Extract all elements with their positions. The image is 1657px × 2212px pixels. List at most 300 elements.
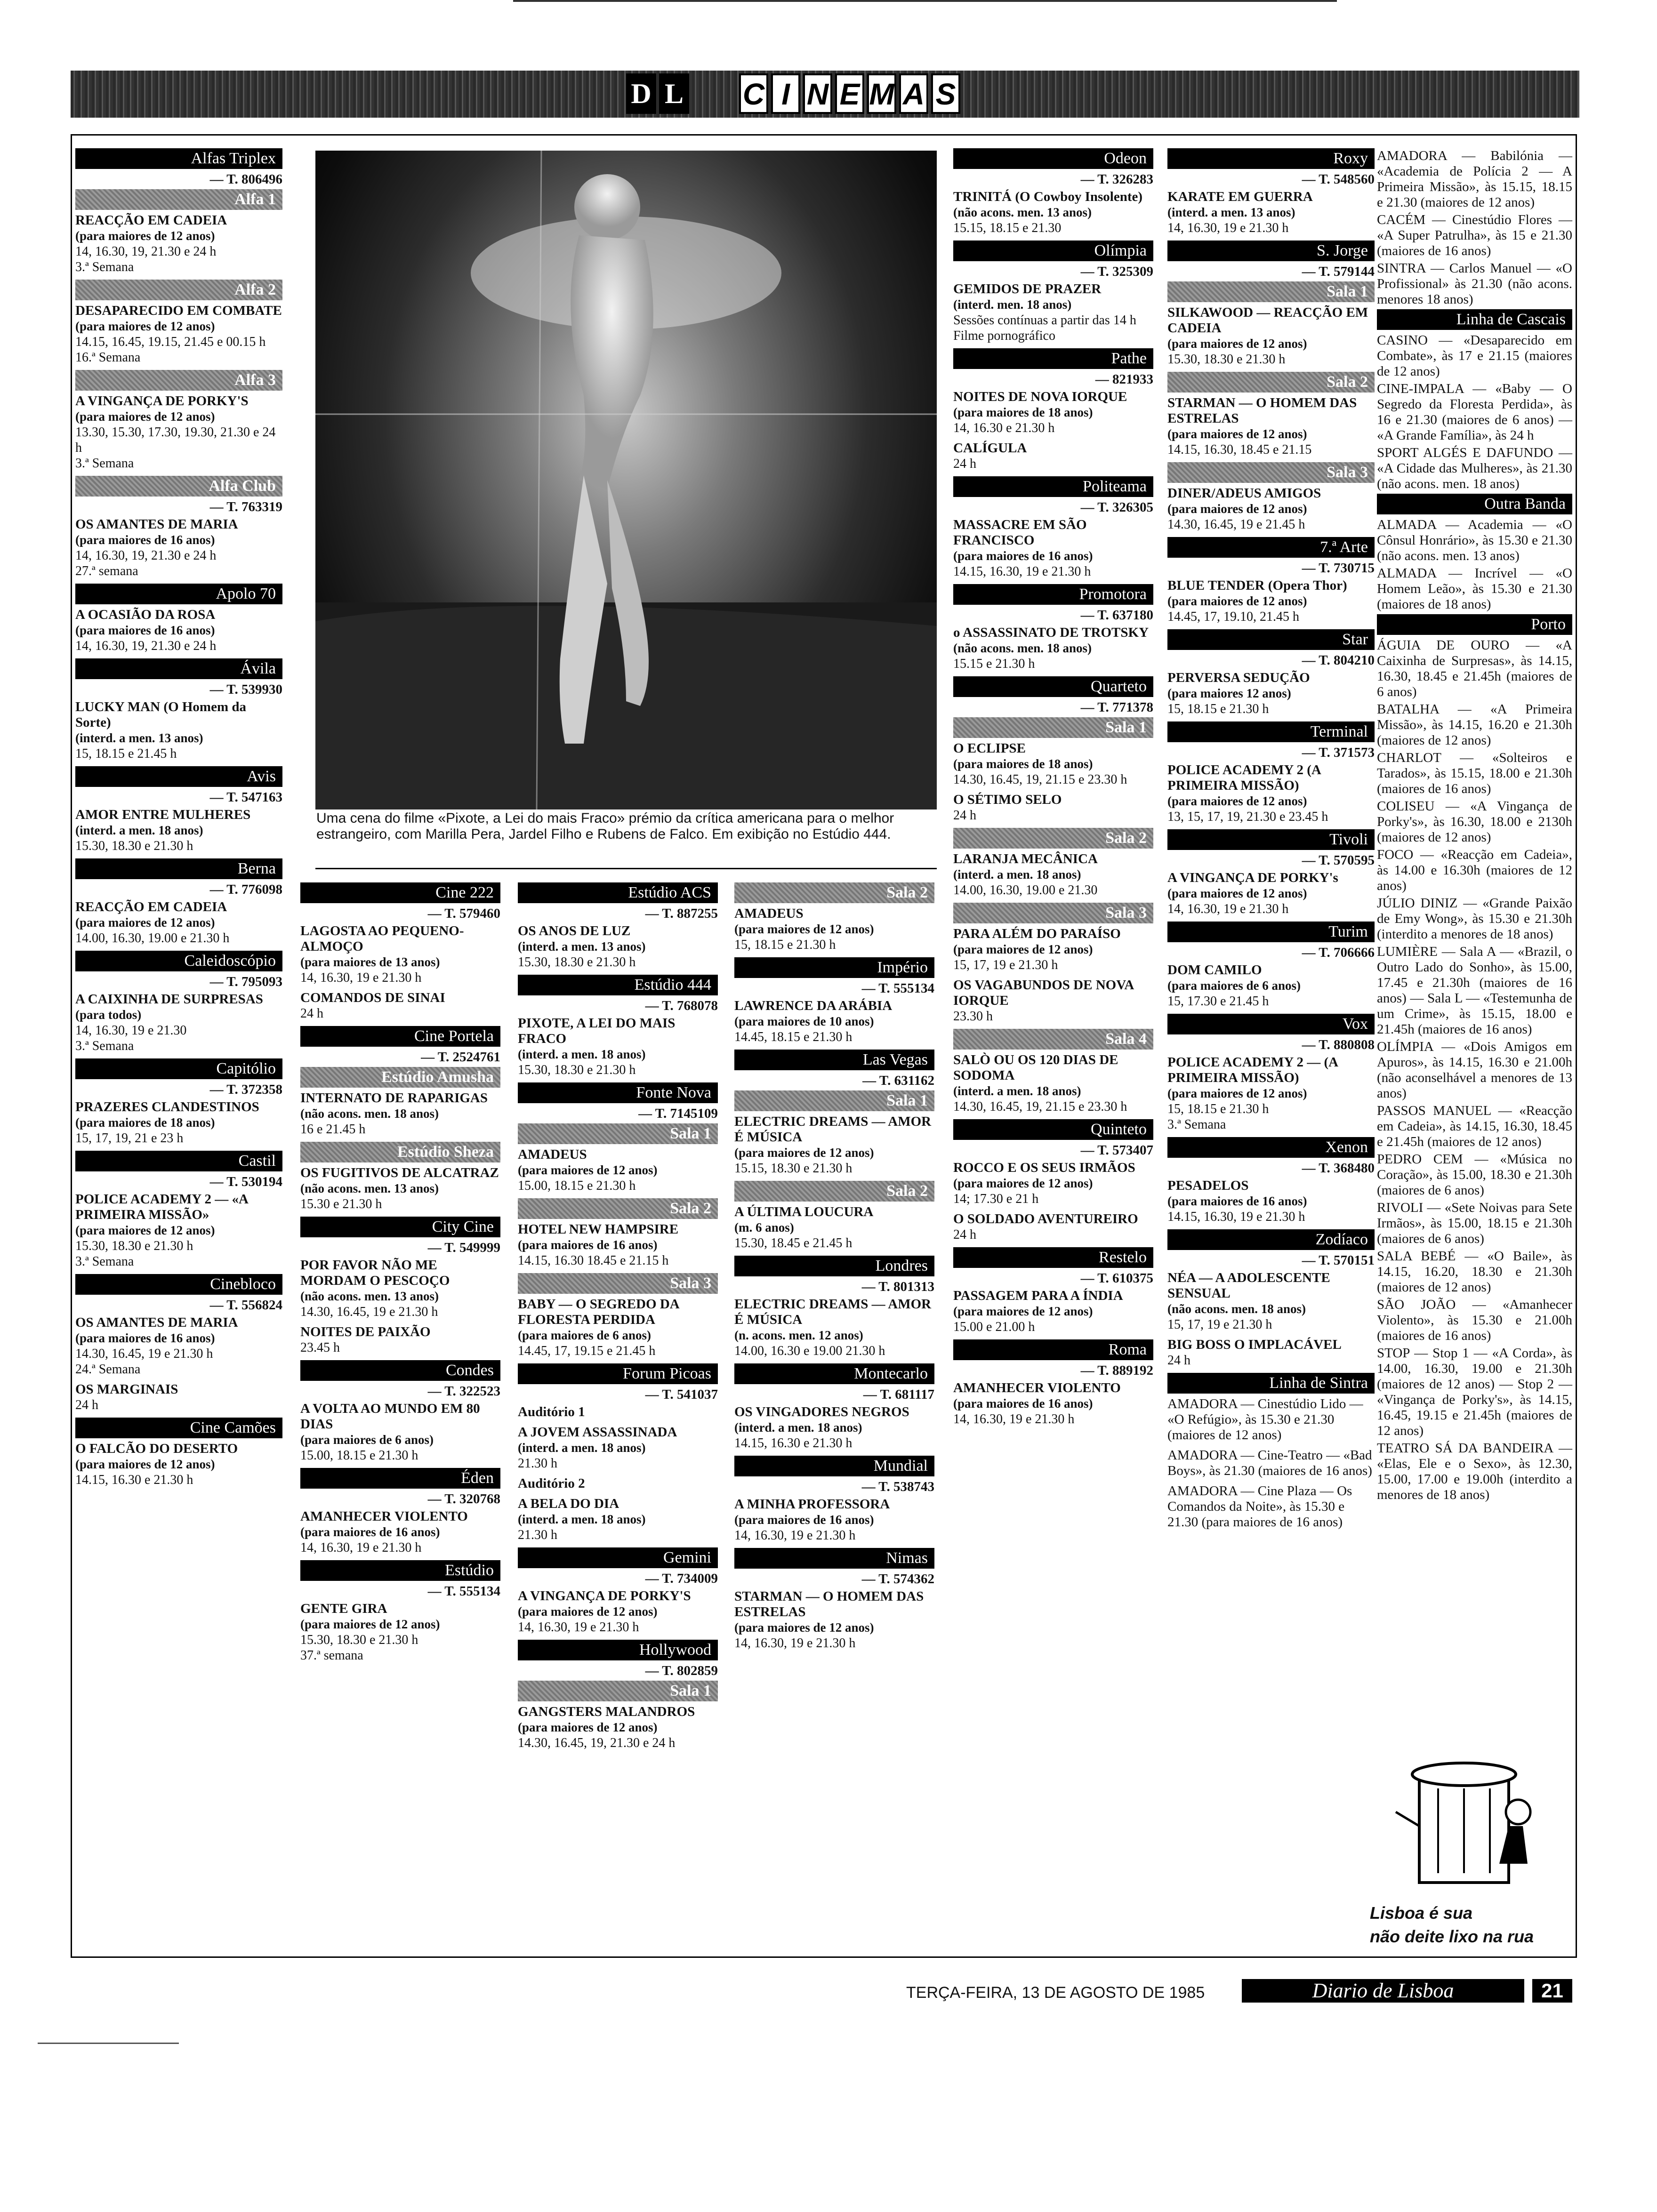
film-listing [75,899,282,946]
cinema-bar: City Cine [300,1217,500,1237]
film-times: 15, 18.15 e 21.30 h [1167,1102,1269,1116]
film-listing [75,807,282,854]
film-times: 15, 18.15 e 21.30 h [734,938,836,952]
film-rating: (para maiores de 12 anos) [1167,594,1307,608]
film-listing [518,1297,718,1359]
film-rating: (não acons. men. 13 anos) [953,205,1092,219]
region-bar-cascais: Linha de Cascais [1377,309,1572,330]
cinema-bar: Sala 2 [953,828,1153,849]
film-title: Auditório 2 [518,1476,585,1491]
ad-slogan-line-2: não deite lixo na rua [1370,1927,1534,1946]
cinema-phone: — T. 880808 [1302,1037,1375,1052]
film-rating: (para maiores de 16 anos) [300,1525,440,1539]
film-title: PERVERSA SEDUÇÃO [1167,670,1310,685]
cinema-bar: Sala 2 [1167,372,1375,393]
film-title: O SÉTIMO SELO [953,792,1062,807]
film-times: 15.30, 18.45 e 21.45 h [734,1236,853,1250]
film-listing [300,1509,500,1555]
film-rating: (interd. a men. 18 anos) [734,1420,862,1435]
cinema-phone: — T. 734009 [645,1571,718,1586]
regional-listing: LUMIÈRE — Sala A — «Brazil, o Outro Lado do Sonho», às 15.00, 17.45 e 21.30h (maiores de 16 anos) — Sala L — «Testemunha de um Crime», às 15.15, 18.00 e 21.45h (maiores de 16 anos) [1377,944,1572,1037]
film-week: 16.ª Semana [75,350,141,365]
film-title: LAWRENCE DA ARÁBIA [734,998,893,1013]
cinema-bar: 7.ª Arte [1167,537,1375,558]
film-rating: (interd. a men. 13 anos) [75,731,203,745]
film-times: 16 e 21.45 h [300,1122,366,1137]
film-listing [953,1211,1153,1242]
cinema-bar: Berna [75,858,282,879]
regional-listing: AMADORA — Cine-Teatro — «Bad Boys», às 21.30 (maiores de 16 anos) [1167,1448,1372,1478]
cinema-bar: Império [734,957,934,978]
cinema-phone: — T. 804210 [1302,653,1375,668]
film-title: INTERNATO DE RAPARIGAS [300,1090,488,1106]
film-rating: (para maiores de 12 anos) [734,922,874,936]
film-times: 14, 16.30, 19, 21.30 e 24 h [75,548,217,563]
film-title: OS AMANTES DE MARIA [75,517,238,532]
film-title: PASSAGEM PARA A ÍNDIA [953,1288,1123,1303]
footer-date: TERÇA-FEIRA, 13 DE AGOSTO DE 1985 [906,1984,1205,2002]
film-times: 15, 18.15 e 21.30 h [1167,702,1269,716]
film-listing [953,851,1153,898]
film-listing [75,1441,282,1488]
film-week: 37.ª semana [300,1648,363,1663]
cinema-phone: — T. 801313 [861,1279,934,1294]
film-times: 14, 16.30, 19, 21.30 e 24 h [75,639,217,653]
film-listing [75,303,282,365]
film-listing [300,1401,500,1463]
cinema-bar: Xenon [1167,1137,1375,1158]
cinema-phone: — T. 325309 [1080,264,1153,279]
film-times: 24 h [1167,1353,1190,1368]
film-listing [1167,189,1375,236]
cinema-phone: — T. 768078 [645,998,718,1013]
film-week: Filme pornográfico [953,329,1055,343]
cinema-phone: — T. 530194 [209,1174,282,1189]
film-rating: (para maiores de 12 anos) [75,915,215,930]
film-title: o ASSASSINATO DE TROTSKY [953,625,1149,640]
cinema-phone: — T. 574362 [861,1571,934,1587]
film-listing [953,189,1153,236]
film-listing [734,1114,934,1176]
film-listing [518,1588,718,1635]
film-title: A VINGANÇA DE PORKY'S [75,393,249,409]
film-listing [75,607,282,654]
cinema-bar: Alfa 3 [75,370,282,391]
cinema-bar: Nimas [734,1548,934,1569]
cinema-bar: Apolo 70 [75,584,282,604]
film-times: 15.00 e 21.00 h [953,1320,1035,1334]
cinema-bar: Alfa Club [75,476,282,497]
regional-listing: TEATRO SÁ DA BANDEIRA — «Elas, Ele e o Sexo», às 12.30, 15.00, 17.00 e 19.00h (interdito a menores de 18 anos) [1377,1441,1572,1502]
regional-listing: PEDRO CEM — «Música no Coração», às 15.00, 18.30 e 21.30h (maiores de 6 anos) [1377,1152,1572,1198]
film-listing [75,517,282,579]
film-times: 14.45, 18.15 e 21.30 h [734,1030,853,1044]
film-title: REACÇÃO EM CADEIA [75,213,227,228]
film-times: 15.15, 18.15 e 21.30 [953,221,1062,235]
film-rating: (para maiores de 12 anos) [518,1720,658,1734]
title-letter: E [835,73,864,114]
film-rating: (para maiores de 16 anos) [953,1396,1093,1411]
film-listing [1167,762,1375,825]
film-listing [1167,305,1375,367]
cinema-phone: — T. 771378 [1080,700,1153,715]
film-rating: (para maiores de 12 anos) [518,1604,658,1619]
figure-silhouette-icon [315,151,937,809]
logo-letter: D [626,73,656,114]
film-title: ELECTRIC DREAMS — AMOR É MÚSICA [734,1297,932,1327]
film-times: 23.30 h [953,1009,993,1024]
film-listing [300,923,500,986]
film-title: HOTEL NEW HAMPSIRE [518,1222,679,1237]
film-listing [75,699,282,761]
film-listing [300,1258,500,1320]
film-listing [300,1090,500,1137]
film-times: 14.00, 16.30, 19.00 e 21.30 h [75,931,230,946]
film-listing [75,1192,282,1269]
film-title: MASSACRE EM SÃO FRANCISCO [953,517,1087,548]
film-title: OS FUGITIVOS DE ALCATRAZ [300,1165,499,1180]
cinema-bar: Promotora [953,584,1153,605]
regional-listing: ALMADA — Incrível — «O Homem Leão», às 15.30 e 21.30 (maiores de 18 anos) [1377,566,1572,612]
film-rating: (para maiores de 12 anos) [75,229,215,243]
film-times: 14, 16.30, 19 e 21.30 h [953,1412,1075,1427]
film-times: 15.30, 18.30 e 21.30 h [75,1239,193,1253]
regional-listing: FOCO — «Reacção em Cadeia», às 14.00 e 16.30h (maiores de 12 anos) [1377,847,1572,893]
film-listing [1167,962,1375,1009]
film-rating: (para maiores de 12 anos) [734,1146,874,1160]
cinema-bar: Estúdio 444 [518,975,718,995]
listing-column-7 [1377,148,1572,1505]
listing-column-4 [734,882,934,1656]
film-times: Sessões contínuas a partir das 14 h [953,313,1136,328]
film-title: BIG BOSS O IMPLACÁVEL [1167,1337,1342,1352]
film-listing [953,741,1153,787]
cinema-phone: — T. 372358 [209,1082,282,1097]
cinema-phone: — T. 570595 [1302,853,1375,868]
film-title: A BELA DO DIA [518,1496,619,1511]
cinema-phone: — T. 802859 [645,1663,718,1678]
cinema-bar: Avis [75,766,282,787]
film-rating: (para maiores de 18 anos) [953,405,1093,419]
cinema-phone: — T. 763319 [209,499,282,514]
film-rating: (para maiores de 12 anos) [300,1617,440,1631]
film-listing [734,1497,934,1543]
film-title: PARA ALÉM DO PARAÍSO [953,926,1121,941]
film-times: 14, 16.30, 19 e 21.30 h [518,1620,639,1635]
film-listing [1167,578,1375,625]
photo-caption: Uma cena do filme «Pixote, a Lei do mais Fraco» prémio da crítica americana para o melhor estrangeiro, com Marilla Pera, Jardel Filho e Rubens de Falco. Em exibição no Estúdio 444. [316,810,894,842]
cinema-phone: — T. 631162 [862,1073,934,1088]
cinema-bar: Vox [1167,1014,1375,1034]
film-rating: (para maiores de 16 anos) [75,533,215,547]
cinema-bar: Caleidoscópio [75,951,282,971]
film-listing [734,998,934,1045]
regional-listing: AMADORA — Cinestúdio Lido — «O Refúgio», às 15.30 e 21.30 (maiores de 12 anos) [1167,1396,1363,1443]
film-title: POLICE ACADEMY 2 (A PRIMEIRA MISSÃO) [1167,762,1321,793]
film-rating: (para maiores de 18 anos) [953,757,1093,771]
cinema-phone: — T. 573407 [1080,1143,1153,1158]
regional-listing: CASINO — «Desaparecido em Combate», às 17 e 21.15 (maiores de 12 anos) [1377,333,1572,379]
cinema-bar: Montecarlo [734,1363,934,1384]
film-times: 15, 17.30 e 21.45 h [1167,994,1269,1009]
film-listing [518,1476,718,1491]
cinema-phone: — T. 538743 [861,1479,934,1494]
cinema-bar: Alfa 1 [75,189,282,210]
film-title: LAGOSTA AO PEQUENO-ALMOÇO [300,923,464,954]
cinema-phone: — T. 730715 [1302,561,1375,576]
film-rating: (para maiores de 10 anos) [734,1014,874,1028]
film-listing [953,625,1153,672]
cinema-phone: — T. 579144 [1302,264,1375,279]
film-rating: (interd. a men. 18 anos) [518,1441,646,1455]
cinema-phone: — T. 320768 [427,1491,500,1507]
film-listing [75,213,282,275]
film-rating: (não acons. men. 18 anos) [953,641,1092,655]
region-bar-outra-banda: Outra Banda [1377,494,1572,514]
film-title: DINER/ADEUS AMIGOS [1167,486,1321,501]
cinema-bar: Éden [300,1468,500,1489]
regional-listing: AMADORA — Cine Plaza — Os Comandos da Noite», às 15.30 e 21.30 (para maiores de 16 anos) [1167,1483,1352,1530]
film-listing [953,517,1153,579]
cinema-phone: — T. 549999 [427,1240,500,1255]
cinema-bar: Sala 3 [518,1273,718,1294]
film-title: PRAZERES CLANDESTINOS [75,1099,259,1114]
film-listing [518,1425,718,1471]
film-rating: (interd. a men. 18 anos) [75,823,203,837]
film-listing [518,1404,718,1420]
cinema-bar: Roma [953,1339,1153,1360]
film-rating: (para maiores de 12 anos) [75,1457,215,1471]
film-title: NOITES DE NOVA IORQUE [953,389,1127,404]
trash-bin-icon [1367,1755,1570,1897]
cinema-phone: — T. 806496 [209,172,282,187]
film-rating: (para maiores de 12 anos) [734,1620,874,1635]
region-bar-porto: Porto [1377,614,1572,635]
film-title: O ECLIPSE [953,741,1026,756]
film-title: A JOVEM ASSASSINADA [518,1425,677,1440]
film-title: AMADEUS [518,1147,587,1162]
dl-logo [626,73,689,114]
film-times: 15.30, 18.30 e 21.30 h [75,839,193,853]
film-rating: (interd. a men. 18 anos) [518,1047,646,1061]
film-listing [75,992,282,1054]
film-rating: (para maiores de 12 anos) [1167,337,1307,351]
regional-listings-porto [1377,638,1572,1503]
cinema-phone: — T. 555134 [427,1584,500,1599]
film-times: 14, 16.30, 19 e 21.30 h [300,970,422,985]
film-title: NÉA — A ADOLESCENTE SENSUAL [1167,1270,1330,1301]
film-rating: (n. acons. men. 12 anos) [734,1328,863,1342]
top-rule [513,0,1337,2]
film-rating: (m. 6 anos) [734,1220,794,1234]
title-letter: N [803,73,832,114]
film-times: 23.45 h [300,1340,340,1355]
cinema-bar: Sala 2 [734,882,934,903]
film-rating: (para maiores de 12 anos) [1167,427,1307,441]
film-times: 14.15, 16.30, 19 e 21.30 h [953,564,1091,579]
film-rating: (para maiores de 12 anos) [1167,502,1307,516]
cinema-phone: — T. 610375 [1080,1271,1153,1286]
film-title: REACÇÃO EM CADEIA [75,899,227,914]
film-title: PIXOTE, A LEI DO MAIS FRACO [518,1016,676,1046]
film-times: 14.30, 16.45, 19 e 21.30 h [300,1305,438,1319]
film-title: A CAIXINHA DE SURPRESAS [75,992,263,1007]
cinema-bar: Terminal [1167,721,1375,742]
film-listing [1167,1337,1375,1368]
film-title: A MINHA PROFESSORA [734,1497,890,1512]
film-title: CALÍGULA [953,441,1027,456]
cinema-bar: Sala 4 [953,1029,1153,1050]
film-title: BLUE TENDER (Opera Thor) [1167,578,1347,593]
film-times: 15.00, 18.15 e 21.30 h [300,1448,418,1463]
cinema-bar: Sala 3 [1167,462,1375,483]
film-title: NOITES DE PAIXÃO [300,1324,431,1339]
film-rating: (para maiores de 16 anos) [734,1513,874,1527]
cinema-phone: — T. 889192 [1080,1363,1153,1378]
film-rating: (para maiores de 12 anos) [75,409,215,424]
film-listing [300,1165,500,1212]
cinema-bar: Zodíaco [1167,1229,1375,1250]
film-listing [518,1016,718,1078]
cinema-bar: Star [1167,629,1375,650]
film-times: 24 h [75,1398,98,1412]
film-rating: (interd. a men. 18 anos) [518,1512,646,1526]
film-listing [953,792,1153,823]
logo-letter: L [659,73,689,114]
film-times: 14.30, 16.45, 19, 21.15 e 23.30 h [953,1099,1127,1114]
cinema-bar: Quinteto [953,1119,1153,1140]
film-listing [953,1288,1153,1335]
film-rating: (para maiores de 16 anos) [75,1331,215,1345]
cinema-bar: Sala 2 [734,1181,934,1202]
film-times: 14, 16.30, 19 e 21.30 h [1167,902,1289,916]
cinema-bar: Pathe [953,348,1153,369]
film-rating: (para maiores de 12 anos) [953,1304,1093,1318]
film-listing [300,1324,500,1355]
cinema-bar: Sala 1 [1167,281,1375,302]
cinema-bar: Sala 1 [518,1681,718,1701]
film-listing [1167,395,1375,457]
film-listing [1167,486,1375,532]
film-times: 13, 15, 17, 19, 21.30 e 23.45 h [1167,809,1328,824]
cinema-phone: — T. 547163 [209,790,282,805]
cinema-phone: — T. 2524761 [421,1050,500,1065]
film-listing [1167,870,1375,917]
film-rating: (interd. men. 18 anos) [953,297,1072,312]
cinema-bar: Estúdio [300,1560,500,1581]
film-listing [953,1052,1153,1114]
regional-listing: ALMADA — Academia — «O Cônsul Honrário», às 15.30 e 21.30 (não acons. men. 13 anos) [1377,517,1572,563]
cinema-bar: Forum Picoas [518,1363,718,1384]
cinema-phone: — T. 326305 [1080,500,1153,515]
cinema-phone: — T. 776098 [209,882,282,897]
film-times: 15.00, 18.15 e 21.30 h [518,1178,636,1193]
film-week: 3.ª Semana [1167,1117,1226,1132]
cinema-bar: Alfa 2 [75,280,282,300]
film-title: STARMAN — O HOMEM DAS ESTRELAS [1167,395,1357,426]
film-listing [734,1297,934,1359]
film-rating: (não acons. men. 18 anos) [1167,1302,1306,1316]
cinema-phone: — T. 322523 [427,1384,500,1399]
film-title: LARANJA MECÂNICA [953,851,1098,866]
title-letter: A [899,73,928,114]
film-title: GENTE GIRA [300,1601,387,1616]
film-listing [518,1222,718,1268]
cinema-bar: Hollywood [518,1640,718,1660]
film-times: 14, 16.30, 19 e 21.30 [75,1023,187,1038]
film-listing [300,1601,500,1663]
film-title: OS MARGINAIS [75,1382,178,1397]
listing-column-6 [1167,148,1375,1535]
film-rating: (para maiores de 16 anos) [518,1238,658,1252]
regional-listing: SINTRA — Carlos Manuel — «O Profissional» às 21.30 (não acons. menores 18 anos) [1377,261,1572,307]
listing-column-3 [518,882,718,1755]
film-title: ELECTRIC DREAMS — AMOR É MÚSICA [734,1114,932,1145]
film-times: 14; 17.30 e 21 h [953,1192,1039,1206]
film-times: 14.30, 16.45, 19, 21.15 e 23.30 h [953,772,1127,787]
cinema-bar: Cine Camões [75,1418,282,1438]
film-title: AMADEUS [734,906,804,921]
film-times: 13.30, 15.30, 17.30, 19.30, 21.30 e 24 h [75,425,276,455]
film-times: 15.30 e 21.30 h [300,1197,382,1211]
film-times: 15, 17, 19, 21 e 23 h [75,1131,184,1146]
film-listing [953,926,1153,973]
film-listing [953,441,1153,472]
film-listing [734,1404,934,1451]
film-still-photo [315,151,937,809]
cinema-bar: Sala 3 [953,903,1153,923]
film-title: A VINGANÇA DE PORKY's [1167,870,1338,885]
film-rating: (para maiores de 6 anos) [1167,978,1301,993]
film-title: OS ANOS DE LUZ [518,923,631,938]
regional-listing: STOP — Stop 1 — «A Corda», às 14.00, 16.30, 19.00 e 21.30h (maiores de 12 anos) — Stop 2 — «Vingança de Porky's», às 14.15, 16.45, 19.15 e 21.45h (maiores de 12 anos) [1377,1346,1572,1438]
regional-listing: PASSOS MANUEL — «Reacção em Cadeia», às 14.15, 16.30, 18.45 e 21.45h (maiores de 12 anos) [1377,1103,1572,1149]
film-listing [734,906,934,953]
film-title: DOM CAMILO [1167,962,1262,978]
film-rating: (para maiores de 16 anos) [953,549,1093,563]
cinema-bar: Turim [1167,922,1375,942]
film-times: 14.30, 16.45, 19, 21.30 e 24 h [518,1736,676,1750]
regional-listings-cascais [1377,333,1572,492]
cinema-phone: — T. 706666 [1302,945,1375,960]
film-rating: (interd. a men. 13 anos) [518,939,646,954]
film-rating: (interd. a men. 18 anos) [953,867,1081,882]
film-times: 24 h [953,808,976,823]
newspaper-name: Diario de Lisboa [1242,1979,1524,2003]
film-week: 3.ª Semana [75,1254,134,1269]
regional-listing: RIVOLI — «Sete Noivas para Sete Irmãos», às 15.00, 18.15 e 21.30h (maiores de 6 anos) [1377,1200,1572,1246]
title-letter: C [739,73,768,114]
film-listing [1167,1055,1375,1132]
cinema-bar: Estúdio ACS [518,882,718,903]
film-title: AMOR ENTRE MULHERES [75,807,251,822]
cinema-phone: — T. 681117 [863,1387,934,1402]
film-title: DESAPARECIDO EM COMBATE [75,303,282,318]
caption-rule [315,868,937,869]
film-title: LUCKY MAN (O Homem da Sorte) [75,699,246,730]
film-title: O FALCÃO DO DESERTO [75,1441,238,1456]
film-title: POLICE ACADEMY 2 — (A PRIMEIRA MISSÃO) [1167,1055,1338,1085]
film-title: POR FAVOR NÃO ME MORDAM O PESCOÇO [300,1258,450,1288]
regional-listings-top [1377,148,1572,307]
title-letter: M [867,73,896,114]
film-times: 24 h [953,1227,976,1242]
film-listing [953,1160,1153,1207]
film-times: 24 h [300,1006,323,1021]
cinema-phone: — T. 556824 [209,1298,282,1313]
film-rating: (interd. a men. 18 anos) [953,1084,1081,1098]
cinema-phone: — T. 637180 [1080,608,1153,623]
